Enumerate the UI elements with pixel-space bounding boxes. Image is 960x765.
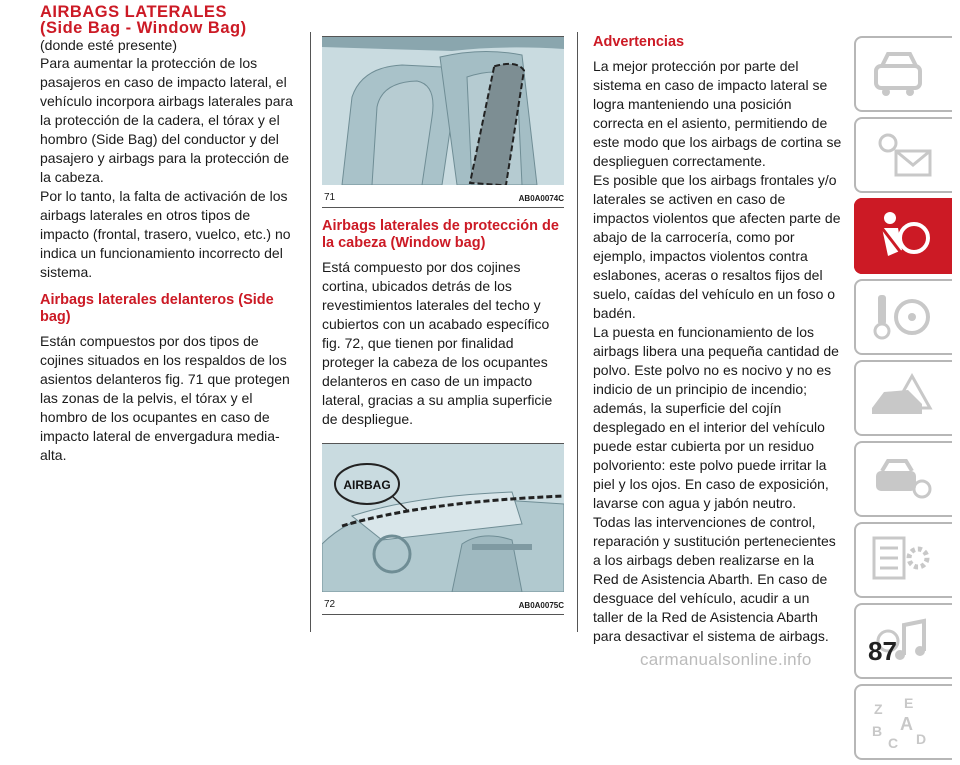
warnings-paragraph-3: La puesta en funcionamiento de los airbags libera una pequeña cantidad de polvo. Este polvo no es nocivo y no es indicio de un principio de incendio; además, la superficie del cojín desplegado en el interior del vehículo puede estar cubierta por un residuo polvoriento: este polvo puede irritar la piel y los ojos. En caso de exposición, lavarse con agua y jabón neutro. xyxy=(593,324,839,511)
window-bag-heading: Airbags laterales de protección de la cabeza (Window bag) xyxy=(322,218,559,251)
figure-number: 71 xyxy=(324,192,336,203)
figure-code: AB0A0075C xyxy=(518,601,564,610)
window-bag-paragraph: Está compuesto por dos cojines cortina, ubicados detrás de los revestimientos laterales del techo y cubiertos con un acabado específico fig. 72, que tienen por finalidad proteger la cabeza de los ocupantes delanteros en caso de un impacto lateral, gracias a su amplia superficie de despliegue. xyxy=(322,259,553,427)
tab-alphabetical-index[interactable] xyxy=(854,684,952,760)
tab-airbag-seatbelt[interactable] xyxy=(854,198,952,274)
figure-number: 72 xyxy=(324,599,336,610)
activation-paragraph: Por lo tanto, la falta de activación de los airbags laterales en otros tipos de impacto (frontal, trasero, vuelco, etc.) no indica un funcionamiento incorrecto del sistema. xyxy=(40,188,291,280)
figure-72 xyxy=(322,443,564,615)
svg-text:E: E xyxy=(904,695,914,711)
section-subtitle: (donde esté presente) xyxy=(40,37,177,53)
column-divider-left xyxy=(310,32,311,632)
key-steering-icon xyxy=(868,287,938,347)
airbag-callout-label: AIRBAG xyxy=(343,478,391,492)
warnings-paragraph-4: Todas las intervenciones de control, reparación y sustitución pertenecientes a los airbags deben realizarse en la Red de Asistencia Abarth. En caso de desguace del vehículo, acudir a un taller de la Red de Asistencia Abarth para desactivar el sistema de airbags. xyxy=(593,514,836,644)
warnings-paragraph-1: La mejor protección por parte del sistema en caso de impacto lateral se logra manteniendo una posición correcta en el asiento, permitiendo de este modo que los airbags de cortina se desplieguen correctamente. xyxy=(593,58,842,169)
column-2 xyxy=(322,36,564,615)
svg-text:Z: Z xyxy=(874,701,883,717)
car-maintenance-icon xyxy=(868,449,938,509)
car-breakdown-icon xyxy=(868,368,938,428)
tab-car-maintenance[interactable] xyxy=(854,441,952,517)
settings-list-icon xyxy=(868,530,938,590)
column-1 xyxy=(40,4,298,465)
svg-text:D: D xyxy=(916,731,927,747)
airbag-seatbelt-icon xyxy=(868,206,938,266)
window-bag-illustration xyxy=(322,444,564,592)
column-divider-right xyxy=(577,32,578,632)
figure-code: AB0A0074C xyxy=(518,194,564,203)
alphabetical-index-icon xyxy=(868,692,938,752)
svg-text:B: B xyxy=(872,723,883,739)
warning-lights-icon xyxy=(868,125,938,185)
front-side-bag-heading: Airbags laterales delanteros (Side bag) xyxy=(40,292,274,325)
page-number: 87 xyxy=(868,636,897,666)
column-3 xyxy=(593,30,843,646)
intro-paragraph: Para aumentar la protección de los pasajeros en caso de impacto lateral, el vehículo incorpora airbags laterales para la protección de la cadera, el tórax y el hombro (Side Bag) del conductor y del pasajero y airbags para la protección de la cabeza. xyxy=(40,55,293,185)
section-title xyxy=(40,4,298,36)
tab-key-steering[interactable] xyxy=(854,279,952,355)
front-side-bag-paragraph: Están compuestos por dos tipos de cojines situados en los respaldos de los asientos delanteros fig. 71 que protegen las zonas de la pelvis, el tórax y el hombro de los ocupantes en caso de impacto lateral de envergadura media-alta. xyxy=(40,333,290,463)
car-dashboard-icon xyxy=(868,44,938,104)
svg-text:A: A xyxy=(900,714,913,734)
section-title-line2: (Side Bag - Window Bag) xyxy=(40,19,247,37)
svg-text:C: C xyxy=(888,735,899,751)
seat-side-bag-illustration xyxy=(322,37,564,185)
figure-71 xyxy=(322,36,564,208)
tab-car-dashboard[interactable] xyxy=(854,36,952,112)
warnings-heading: Advertencias xyxy=(593,34,685,50)
tab-car-breakdown[interactable] xyxy=(854,360,952,436)
tab-settings-list[interactable] xyxy=(854,522,952,598)
tab-warning-lights[interactable] xyxy=(854,117,952,193)
warnings-paragraph-2: Es posible que los airbags frontales y/o laterales se activen en caso de impactos violentos que afecten parte de abajo de la carrocería, como por ejemplo, impactos violentos contra eslabones, aceras o resaltos fijos del suelo, caídas del vehículo en un foso o badén. xyxy=(593,172,841,321)
watermark: carmanualsonline.info xyxy=(640,650,812,669)
section-title-line1: AIRBAGS LATERALES xyxy=(40,3,227,21)
